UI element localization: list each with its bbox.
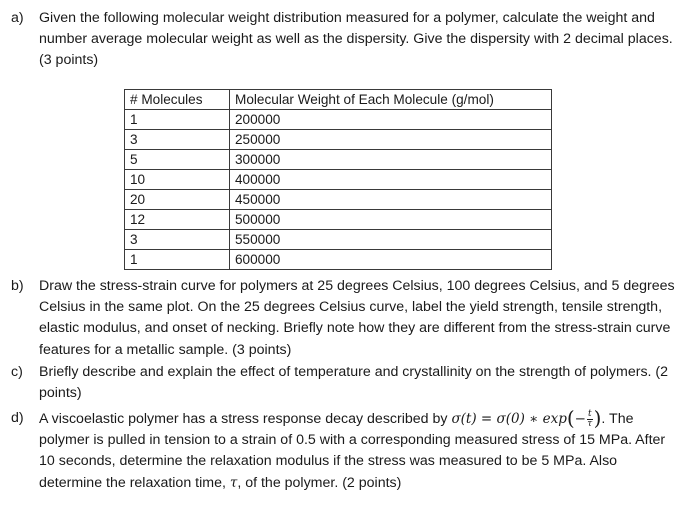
formula-sign: − [574,411,586,427]
table-cell-molecules: 10 [125,170,230,190]
table-header-row [125,90,552,110]
table-row [125,230,552,250]
question-d [11,408,683,494]
table-cell-weight: 200000 [230,110,552,130]
formula-lhs: σ(t) = σ(0) ∗ exp [451,411,567,427]
question-a-label: a) [11,10,24,26]
table-cell-molecules: 20 [125,190,230,210]
table-cell-weight: 300000 [230,150,552,170]
formula-close-paren: ) [593,406,602,430]
question-d-text-after: . The polymer is pulled in tension to a strain of 0.5 with a corresponding measured stress of 15 MPa. After 10 seconds, determine the relaxation modulus if the stress was measured to be 5 MPa. Also determine the relaxation time, [39,411,666,491]
table-header-molecular-weight: Molecular Weight of Each Molecule (g/mol) [230,90,552,110]
question-b-label: b) [11,278,24,294]
formula-fraction-denominator: τ [587,419,593,429]
table-cell-molecules: 1 [125,110,230,130]
question-a-text: Given the following molecular weight distribution measured for a polymer, calculate the weight and number average molecular weight as well as the dispersity. Give the dispersity with 2 decimal places. (3 points) [39,10,673,69]
formula-open-paren: ( [566,406,575,430]
question-d-label: d) [11,410,24,426]
table-cell-molecules: 12 [125,210,230,230]
formula-fraction-numerator: t [587,409,592,419]
table-header-molecules: # Molecules [125,90,230,110]
table-cell-weight: 500000 [230,210,552,230]
table-cell-molecules: 1 [125,250,230,270]
question-c [11,362,683,404]
table-row [125,170,552,190]
table-row [125,110,552,130]
question-a [11,8,683,72]
table-cell-weight: 450000 [230,190,552,210]
tau-symbol: τ [229,474,238,491]
question-b [11,276,683,361]
question-d-body [39,408,683,494]
question-b-text: Draw the stress-strain curve for polymers at 25 degrees Celsius, 100 degrees Celsius, and 5 degrees Celsius in the same plot. On the 25 degrees Celsius curve, label the yield strength, tensile strength, elastic modulus, and onset of necking. Briefly note how they are different from the stress-strain curve features for a metallic sample. (3 points) [39,278,675,358]
table-cell-weight: 550000 [230,230,552,250]
table-cell-weight: 400000 [230,170,552,190]
table-cell-molecules: 5 [125,150,230,170]
table-cell-molecules: 3 [125,230,230,250]
table-cell-molecules: 3 [125,130,230,150]
question-d-text-before: A viscoelastic polymer has a stress response decay described by [39,411,448,427]
table-cell-weight: 250000 [230,130,552,150]
question-c-label: c) [11,364,23,380]
table-row [125,130,552,150]
stress-decay-formula [451,406,602,430]
table-row [125,150,552,170]
table-row [125,190,552,210]
question-c-text: Briefly describe and explain the effect of temperature and crystallinity on the strength of polymers. (2 points) [39,364,669,402]
formula-fraction [587,410,593,429]
molecular-weight-table [124,89,552,270]
table-row [125,250,552,270]
table-row [125,210,552,230]
table-cell-weight: 600000 [230,250,552,270]
question-d-text-end: , of the polymer. (2 points) [237,474,402,491]
